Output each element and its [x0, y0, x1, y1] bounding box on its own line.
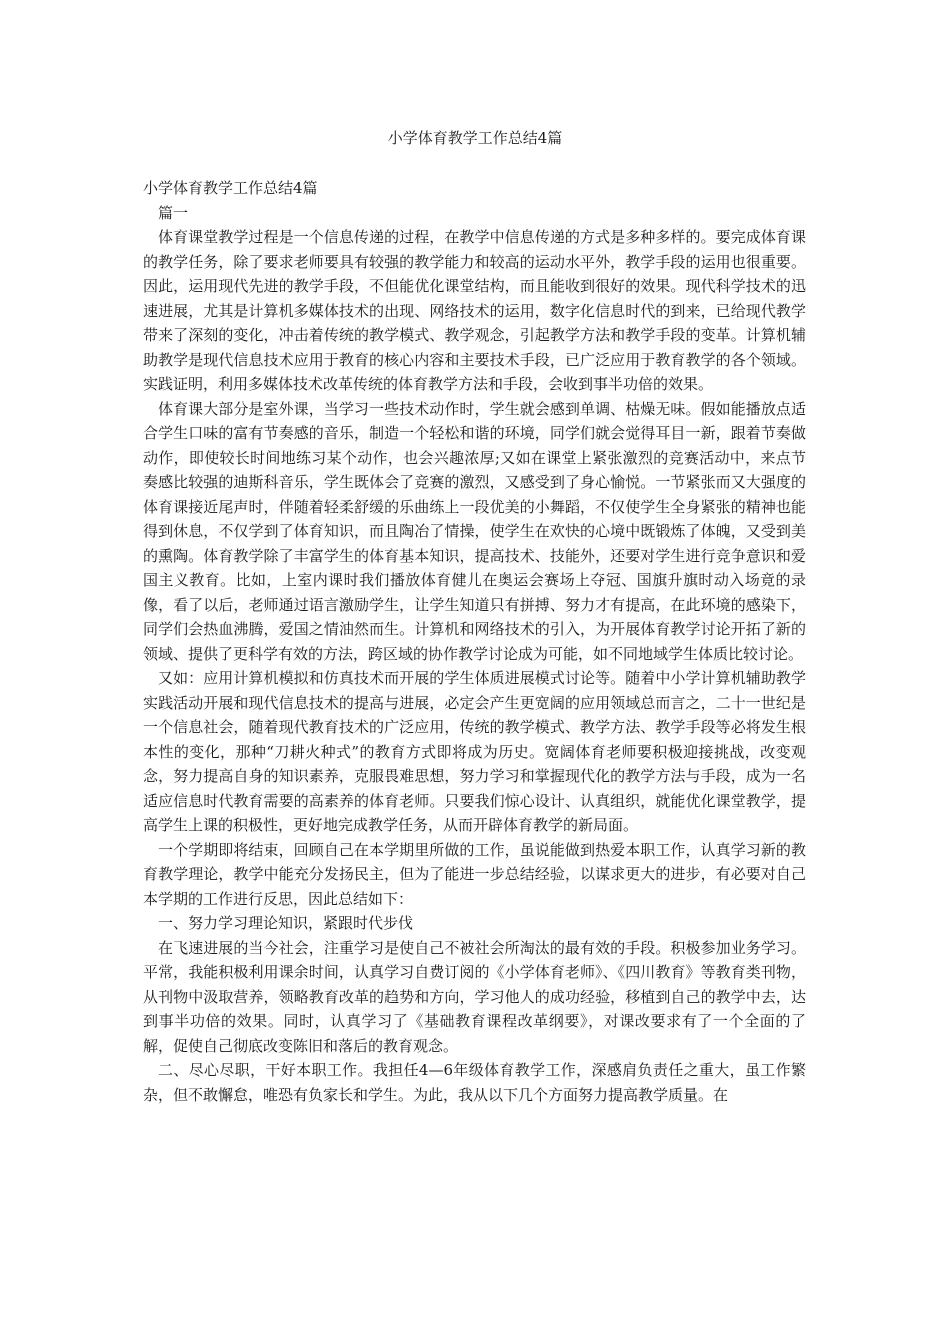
section-heading: 篇一 — [158, 203, 189, 222]
paragraph: 又如：应用计算机模拟和仿真技术而开展的学生体质进展模式讨论等。随着中小学计算机辅助教学实践活动开展和现代信息技术的提高与进展，必定会产生更宽阔的应用领域总而言之，二十一世纪是一个信息社会，随着现代教育技术的广泛应用，传统的教学模式、教学方法、教学手段等必将发生根本性的变化，那种“刀耕火种式”的教育方式即将成为历史。宽阔体育老师要积极迎接挑战，改变观念，努力提高自身的知识素养，克服畏难思想，努力学习和掌握现代化的教学方法与手段，成为一名适应信息时代教育需要的高素养的体育老师。只要我们惊心设计、认真组织，就能优化课堂教学，提高学生上课的积极性，更好地完成教学任务，从而开辟体育教学的新局面。 — [143, 669, 806, 834]
paragraph: 一个学期即将结束，回顾自己在本学期里所做的工作，虽说能做到热爱本职工作，认真学习新的教育教学理论，教学中能充分发扬民主，但为了能进一步总结经验，以谋求更大的进步，有必要对自己本学期的工作进行反思，因此总结如下： — [143, 840, 806, 908]
paragraph: 二、尽心尽职，干好本职工作。我担任4—6年级体育教学工作，深感肩负责任之重大，虽工作繁杂，但不敢懈怠，唯恐有负家长和学生。为此，我从以下几个方面努力提高教学质量。在 — [143, 1061, 806, 1104]
paragraph: 体育课大部分是室外课，当学习一些技术动作时，学生就会感到单调、枯燥无味。假如能播放点适合学生口味的富有节奏感的音乐，制造一个轻松和谐的环境，同学们就会觉得耳目一新，跟着节奏做动作，即使较长时间地练习某个动作，也会兴趣浓厚;又如在课堂上紧张激烈的竞赛活动中，来点节奏感比较强的迪斯科音乐，学生既体会了竞赛的激烈，又感受到了身心愉悦。一节紧张而又大强度的体育课接近尾声时，伴随着轻柔舒缓的乐曲练上一段优美的小舞蹈，不仅使学生全身紧张的精神也能得到休息，不仅学到了体育知识，而且陶冶了情操，使学生在欢快的心境中既锻炼了体魄，又受到美的熏陶。体育教学除了丰富学生的体育基本知识，提高技术、技能外，还要对学生进行竞争意识和爱国主义教育。比如，上室内课时我们播放体育健儿在奥运会赛场上夺冠、国旗升旗时动入场竟的录像，看了以后，老师通过语言激励学生，让学生知道只有拼搏、努力才有提高，在此环境的感染下，同学们会热血沸腾，爱国之情油然而生。计算机和网络技术的引入，为开展体育教学讨论开拓了新的领域、提供了更科学有效的方法，跨区域的协作教学讨论成为可能，如不同地域学生体质比较讨论。 — [143, 399, 806, 663]
document-body — [143, 176, 806, 1107]
document-subtitle: 小学体育教学工作总结4篇 — [143, 179, 318, 197]
paragraph: 体育课堂教学过程是一个信息传递的过程，在教学中信息传递的方式是多种多样的。要完成体育课的教学任务，除了要求老师要具有较强的教学能力和较高的运动水平外，教学手段的运用也很重要。因此，运用现代先进的教学手段，不但能优化课堂结构，而且能收到很好的效果。现代科学技术的迅速进展，尤其是计算机多媒体技术的出现、网络技术的运用，数字化信息时代的到来，已给现代教学带来了深刻的变化，冲击着传统的教学模式、教学观念，引起教学方法和教学手段的变革。计算机辅助教学是现代信息技术应用于教育的核心内容和主要技术手段，已广泛应用于教育教学的各个领域。实践证明，利用多媒体技术改革传统的体育教学方法和手段，会收到事半功倍的效果。 — [143, 228, 806, 393]
paragraph: 在飞速进展的当今社会，注重学习是使自己不被社会所淘汰的最有效的手段。积极参加业务学习。平常，我能积极利用课余时间，认真学习自费订阅的《小学体育老师》、《四川教育》等教育类刊物，从刊物中汲取营养，领略教育改革的趋势和方向，学习他人的成功经验，移植到自己的教学中去，达到事半功倍的效果。同时，认真学习了《基础教育课程改革纲要》，对课改要求有了一个全面的了解，促使自己彻底改变陈旧和落后的教育观念。 — [143, 938, 806, 1055]
page-title: 小学体育教学工作总结4篇 — [387, 129, 563, 147]
heading-1: 一、努力学习理论知识，紧跟时代步伐 — [158, 914, 414, 932]
